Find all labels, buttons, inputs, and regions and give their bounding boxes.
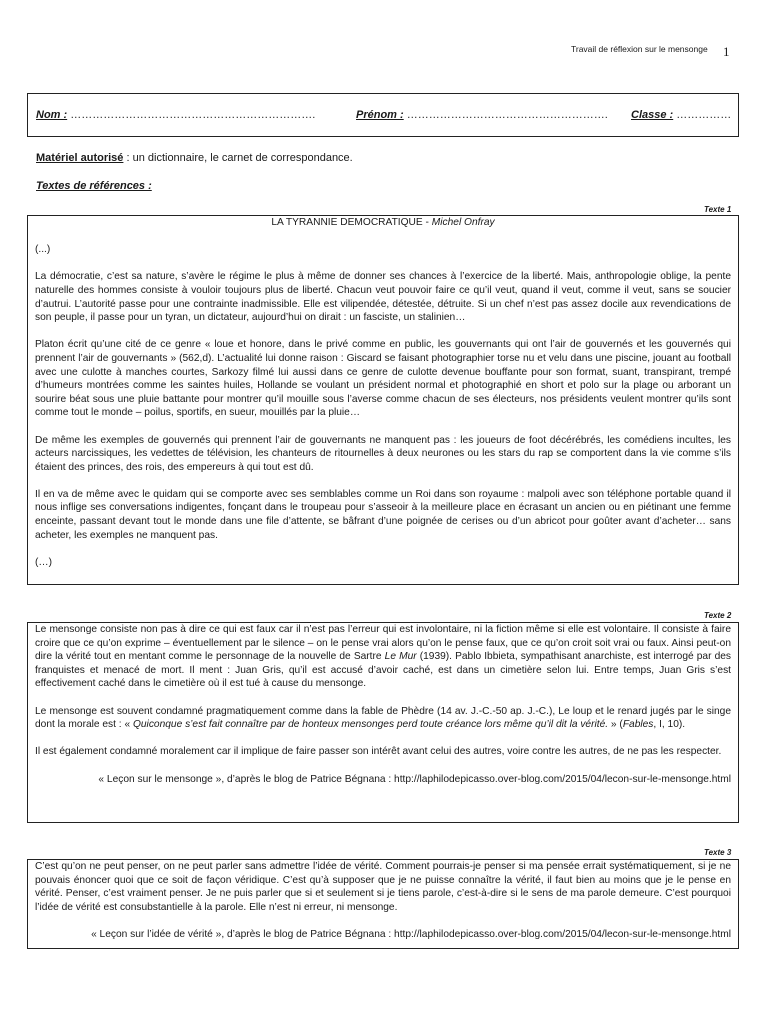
- text1-box: [27, 215, 739, 585]
- material-text: : un dictionnaire, le carnet de correspondance.: [123, 152, 353, 164]
- text3-source: « Leçon sur l’idée de vérité », d’après le blog de Patrice Bégnana : http://laphilodepicasso.over-blog.com/2015/04/lecon-sur-le-mensonge.html: [91, 928, 731, 940]
- prenom-dots: ……………………………………………….: [406, 109, 608, 121]
- classe-field: [631, 109, 731, 121]
- prenom-field: [356, 109, 608, 121]
- text1-ellipsis-start: (...): [35, 244, 51, 256]
- text2-box: [27, 622, 739, 823]
- text2-p2-c: , I, 10).: [653, 719, 686, 731]
- text2-p2-fables: Fables: [622, 719, 654, 731]
- text3-paragraph-1: C’est qu’on ne peut penser, on ne peut parler sans admettre l’idée de vérité. Comment pourrais-je penser si ma pensée errait systématiquement, si je ne pouvais énoncer quoi que ce soit de façon véridique. C’est qu’à supposer que je ne puisse connaître la vérité, il faut bien au moins que je le pense en vérité. Penser, c’est vraiment penser. Je ne puis parler que si et seulement si je tiens parole, c’est-à-dire si le sens de ma parole demeure. C’est pourquoi l’idée de vérité est consubstantielle à la parole. Elle n’est ni erreur, ni mensonge.: [35, 861, 731, 913]
- nom-label: Nom :: [36, 109, 68, 121]
- nom-dots: ………………………………………………………….: [70, 109, 316, 121]
- material-line: [36, 152, 353, 164]
- text2-p1-b: (1939). Pablo Ibbieta, sympathisant anarchiste, est interrogé par des franquistes et menacé de mort. Il ment : Juan Gris, qu’il est accusé d’avoir caché, est dans un cimetière selon lui. Entre temps, Juan Gris s’est effectivement caché dans le cimetière où il est tué à cause du mensonge.: [35, 651, 731, 690]
- page-number: 1: [723, 44, 730, 59]
- classe-label: Classe :: [631, 109, 674, 121]
- header-title: Travail de réflexion sur le mensonge: [571, 44, 708, 54]
- text1-paragraph-3: De même les exemples de gouvernés qui prennent l’air de gouvernants ne manquent pas : les joueurs de foot décérébrés, les comédiens incultes, les acteurs narcissiques, les vedettes de télévision, les chanteurs de ritournelles à deux neurones ou les stars du rap se comportent dans la vie comme s’ils étaient des princes, des rois, des empereurs à qui tout est dû.: [35, 434, 731, 473]
- text2-p2-a: Le mensonge est souvent condamné pragmatiquement comme dans la fable de Phèdre (14 av. J.-C.-50 ap. J.-C.), Le loup et le renard jugés par le singe dont la morale est : «: [35, 705, 731, 731]
- nom-field: [36, 109, 315, 121]
- text2-paragraph-2: [35, 705, 731, 732]
- text1-paragraph-1: La démocratie, c’est sa nature, s’avère le régime le plus à même de donner ses chances à l’exercice de la liberté. Mais, anthropologie oblige, la pente naturelle des hommes consiste à vouloir toujours plus de liberté. Chacun veut pouvoir faire ce qu’il veut, quand il veut, comme il veut, sans se soucier d’autrui. L’autorité passe pour une contrainte inadmissible. Elle est vilipendée, détestée, détruite. Si un chef n’est pas assez docile aux revendications de son peuple, il passe pour un tyran, un dictateur, aujourd’hui on dirait : un fasciste, un stalinien…: [35, 271, 731, 324]
- text2-paragraph-1: [35, 623, 731, 691]
- text2-paragraph-3: Il est également condamné moralement car il implique de faire passer son intérêt avant celui des autres, voire contre les autres, de ne pas les respecter.: [35, 746, 722, 758]
- text3-box: [27, 859, 739, 949]
- text2-p1-a: Le mensonge consiste non pas à dire ce qui est faux car il n’est pas l’erreur qui est involontaire, ni la fiction même si elle est volontaire. Il consiste à faire croire que ce qu’on exprime – éventuellement par le silence – on le pense vrai alors qu’on le pense faux, que ce qu’on croit soit vrai ou faux. Ainsi peut-on dire la vérité tout en mentant comme le personnage de la nouvelle de Sartre: [35, 624, 731, 663]
- text2-p1-title: Le Mur: [384, 651, 417, 663]
- text1-paragraph-2: Platon écrit qu’une cité de ce genre « loue et honore, dans le privé comme en public, les gouvernants qui ont l’air de gouvernés et les gouvernés qui prennent l’air de gouvernants » (562,d). L’actualité lui donne raison : Giscard se faisant photographier torse nu et velu dans une piscine, jouant au football avec une culotte à manches courtes, Sarkozy filmé lui aussi dans ce genre de culotte devenue bouffante pour son format, suant, transpirant, trempé d’humeurs montrées comme les saintes huiles, Hollande se voulant un président normal et photographié en short et polo sur la plage ou arborant un sourire béat sous une pluie battante pour montrer qu’il mouille sous l’averse comme chacun de ses électeurs, nos présidents veulent montrer qu’ils sont comme tout le monde – poilus, sportifs, en sueur, mouillés par la pluie…: [35, 339, 731, 419]
- text1-label: Texte 1: [704, 205, 732, 214]
- references-title: Textes de références :: [36, 180, 152, 192]
- identity-box: [27, 93, 739, 137]
- text2-source: « Leçon sur le mensonge », d’après le blog de Patrice Bégnana : http://laphilodepicasso.over-blog.com/2015/04/lecon-sur-le-mensonge.html: [98, 773, 731, 785]
- text2-p2-quote: Quiconque s’est fait connaître par de honteux mensonges perd toute créance lors même qu’il dit la vérité.: [132, 719, 609, 731]
- prenom-label: Prénom :: [356, 109, 404, 121]
- text1-title-main: LA TYRANNIE DEMOCRATIQUE -: [271, 217, 432, 228]
- text3-label: Texte 3: [704, 848, 732, 857]
- text1-paragraph-4: Il en va de même avec le quidam qui se comporte avec ses semblables comme un Roi dans son royaume : malpoli avec son téléphone portable quand il nous inflige ses conversations indigentes, fonçant dans le troupeau pour s’asseoir à la meilleure place en écrasant un ancien ou en piétinant une femme enceinte, passant devant tout le monde dans une file d’attente, se bâfrant d’une poignée de cerises ou d’un abricot pour goûter avant d’acheter… sans acheter, les exemples ne manquent pas.: [35, 488, 731, 541]
- text2-label: Texte 2: [704, 611, 732, 620]
- classe-dots: ……………: [676, 109, 732, 121]
- text1-title: [35, 216, 731, 230]
- text1-author: Michel Onfray: [431, 217, 495, 228]
- text1-ellipsis-end: (…): [35, 556, 52, 568]
- material-label: Matériel autorisé: [36, 152, 124, 164]
- text2-p2-b: » (: [608, 719, 623, 731]
